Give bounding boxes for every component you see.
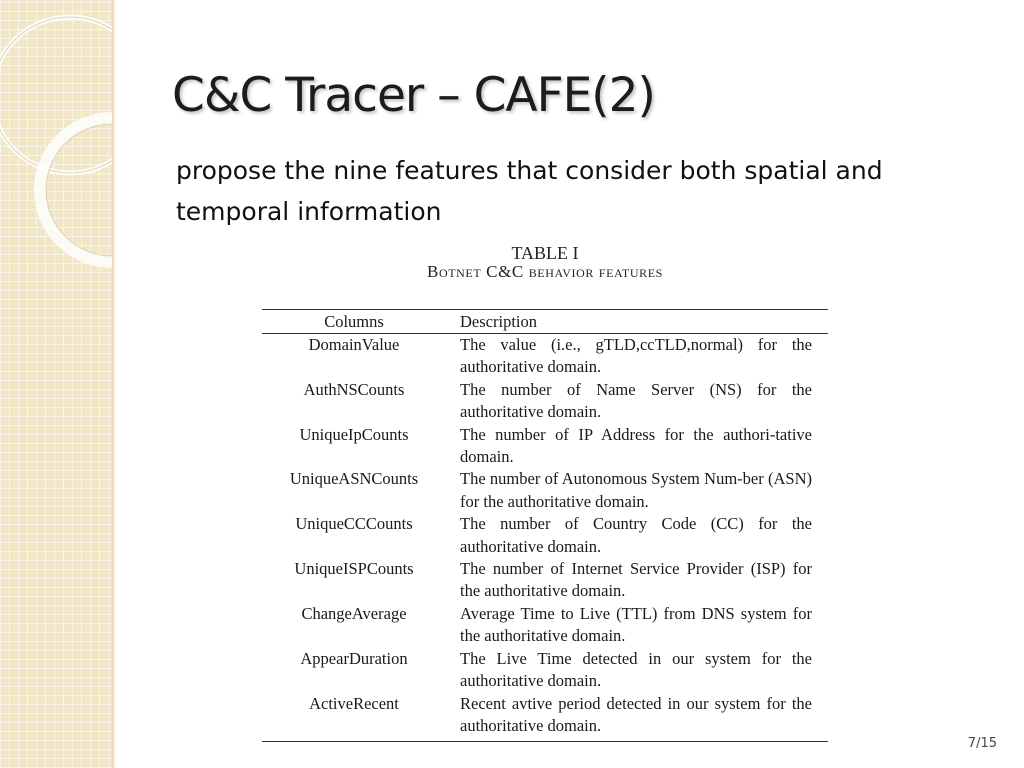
- table-header-row: [262, 310, 828, 334]
- slide-title: C&C Tracer – CAFE(2): [172, 68, 655, 123]
- feature-name: AppearDuration: [300, 648, 408, 668]
- table-row: [262, 693, 828, 742]
- feature-description: The number of Autonomous System Num-ber (ASN) for the authoritative domain.: [460, 469, 812, 511]
- table-row: [262, 513, 828, 558]
- feature-name: UniqueASNCounts: [289, 469, 419, 489]
- table-row: [262, 468, 828, 513]
- feature-name: UniqueIpCounts: [299, 424, 409, 444]
- table-caption: [262, 243, 828, 281]
- page-number: 7/15: [967, 736, 997, 751]
- feature-description: Average Time to Live (TTL) from DNS system for the authoritative domain.: [460, 603, 812, 646]
- feature-description: The number of Internet Service Provider (ISP) for the authoritative domain.: [460, 559, 812, 601]
- table-number: TABLE I: [511, 243, 579, 263]
- table-row: [262, 648, 828, 693]
- slide-subtitle: propose the nine features that consider both spatial and temporal information: [176, 156, 883, 226]
- feature-name: AuthNSCounts: [303, 379, 405, 399]
- feature-description: The value (i.e., gTLD,ccTLD,normal) for the authoritative domain.: [460, 335, 812, 377]
- feature-description: Recent avtive period detected in our system for the authoritative domain.: [460, 693, 812, 735]
- decorative-side-panel: [0, 0, 112, 768]
- feature-name: ActiveRecent: [309, 693, 399, 713]
- feature-name: DomainValue: [308, 335, 400, 354]
- side-panel-edge: [112, 0, 116, 768]
- table-row: [262, 603, 828, 648]
- features-table: [262, 309, 828, 742]
- feature-description: The number of IP Address for the authori-tative domain.: [460, 424, 812, 467]
- feature-name: UniqueISPCounts: [294, 559, 414, 579]
- feature-description: The Live Time detected in our system for the authoritative domain.: [460, 648, 812, 691]
- feature-description: The number of Country Code (CC) for the authoritative domain.: [460, 514, 812, 556]
- feature-description: The number of Name Server (NS) for the authoritative domain.: [460, 379, 812, 422]
- feature-name: UniqueCCCounts: [295, 514, 413, 534]
- feature-name: ChangeAverage: [301, 603, 407, 623]
- table-row: [262, 424, 828, 469]
- decorative-circles: [0, 0, 112, 768]
- table-row: [262, 334, 828, 379]
- table-title: Botnet C&C behavior features: [427, 262, 663, 281]
- table-row: [262, 379, 828, 424]
- header-description: Description: [446, 310, 828, 334]
- header-columns: Columns: [262, 310, 446, 334]
- table-row: [262, 558, 828, 603]
